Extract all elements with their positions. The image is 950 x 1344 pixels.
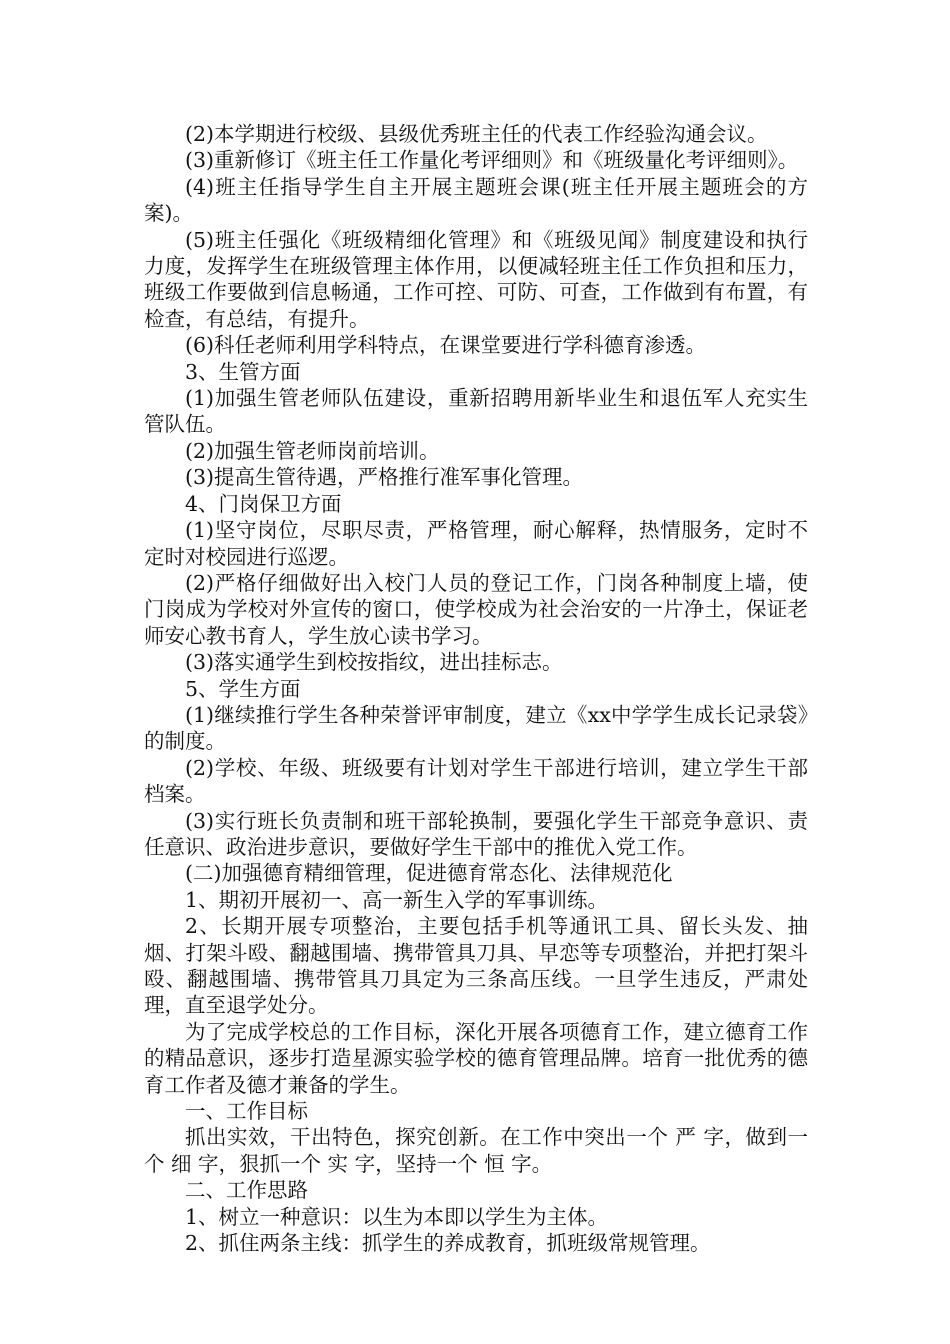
heading-dorm-management: 3、生管方面 bbox=[185, 359, 301, 384]
paragraph-overall-goal: 为了完成学校总的工作目标，深化开展各项德育工作，建立德育工作的精品意识，逐步打造星源实验学校的德育管理品牌。培育一批优秀的德育工作者及德才兼备的学生。 bbox=[144, 1019, 808, 1097]
paragraph-fingerprint: (3)落实通学生到校按指纹，进出挂标志。 bbox=[185, 650, 563, 675]
paragraph-gate-registration: (2)严格仔细做好出入校门人员的登记工作，门岗各种制度上墙，使门岗成为学校对外宣传的窗口，使学校成为社会治安的一片净土，保证老师安心教书育人，学生放心读书学习。 bbox=[144, 570, 808, 648]
paragraph-military-training: 1、期初开展初一、高一新生入学的军事训练。 bbox=[185, 887, 609, 912]
document-body bbox=[144, 121, 808, 1256]
heading-work-goals: 一、工作目标 bbox=[185, 1099, 308, 1124]
paragraph-gate-duty: (1)坚守岗位，尽职尽责，严格管理，耐心解释，热情服务，定时不定时对校园进行巡逻。 bbox=[144, 518, 808, 569]
paragraph-one-awareness: 1、树立一种意识：以生为本即以学生为主体。 bbox=[185, 1204, 609, 1229]
paragraph-special-rectification: 2、长期开展专项整治，主要包括手机等通讯工具、留长头发、抽烟、打架斗殴、翻越围墙、携带管具刀具、早恋等专项整治，并把打架斗殴、翻越围墙、携带管具刀具定为三条高压线。一旦学生违反，严肃处理，直至退学处分。 bbox=[144, 914, 808, 1018]
paragraph-honor-system: (1)继续推行学生各种荣誉评审制度，建立《xx中学学生成长记录袋》的制度。 bbox=[144, 702, 808, 754]
paragraph-subject-moral-education: (6)科任老师利用学科特点，在课堂要进行学科德育渗透。 bbox=[185, 333, 707, 358]
paragraph-work-goals: 抓出实效，干出特色，探究创新。在工作中突出一个 严 字，做到一个 细 字，狠抓一个 实 字，坚持一个 恒 字。 bbox=[144, 1125, 808, 1176]
paragraph-theme-class-meeting: (4)班主任指导学生自主开展主题班会课(班主任开展主题班会的方案)。 bbox=[144, 174, 808, 226]
heading-students: 5、学生方面 bbox=[185, 676, 301, 701]
paragraph-cadre-training: (2)学校、年级、班级要有计划对学生干部进行培训，建立学生干部档案。 bbox=[144, 755, 808, 807]
paragraph-monitor-system: (3)实行班长负责制和班干部轮换制，要强化学生干部竞争意识、责任意识、政治进步意识，要做好学生干部中的推优入党工作。 bbox=[144, 808, 808, 859]
paragraph-dorm-benefits: (3)提高生管待遇，严格推行准军事化管理。 bbox=[185, 465, 584, 490]
heading-refined-management: (二)加强德育精细管理，促进德育常态化、法律规范化 bbox=[185, 861, 673, 886]
paragraph-exchange-meeting: (2)本学期进行校级、县级优秀班主任的代表工作经验沟通会议。 bbox=[185, 122, 768, 146]
heading-gate-security: 4、门岗保卫方面 bbox=[185, 491, 342, 516]
paragraph-revise-rules: (3)重新修订《班主任工作量化考评细则》和《班级量化考评细则》。 bbox=[185, 148, 799, 173]
heading-work-ideas: 二、工作思路 bbox=[185, 1178, 308, 1203]
paragraph-dorm-team: (1)加强生管老师队伍建设，重新招聘用新毕业生和退伍军人充实生管队伍。 bbox=[144, 386, 808, 437]
paragraph-class-management: (5)班主任强化《班级精细化管理》和《班级见闻》制度建设和执行力度，发挥学生在班级管理主体作用，以便减轻班主任工作负担和压力，班级工作要做到信息畅通，工作可控、可防、可查，工作做到有布置，有检查，有总结，有提升。 bbox=[144, 227, 808, 331]
paragraph-two-main-lines: 2、抓住两条主线：抓学生的养成教育，抓班级常规管理。 bbox=[185, 1231, 711, 1256]
paragraph-dorm-training: (2)加强生管老师岗前培训。 bbox=[185, 438, 440, 463]
